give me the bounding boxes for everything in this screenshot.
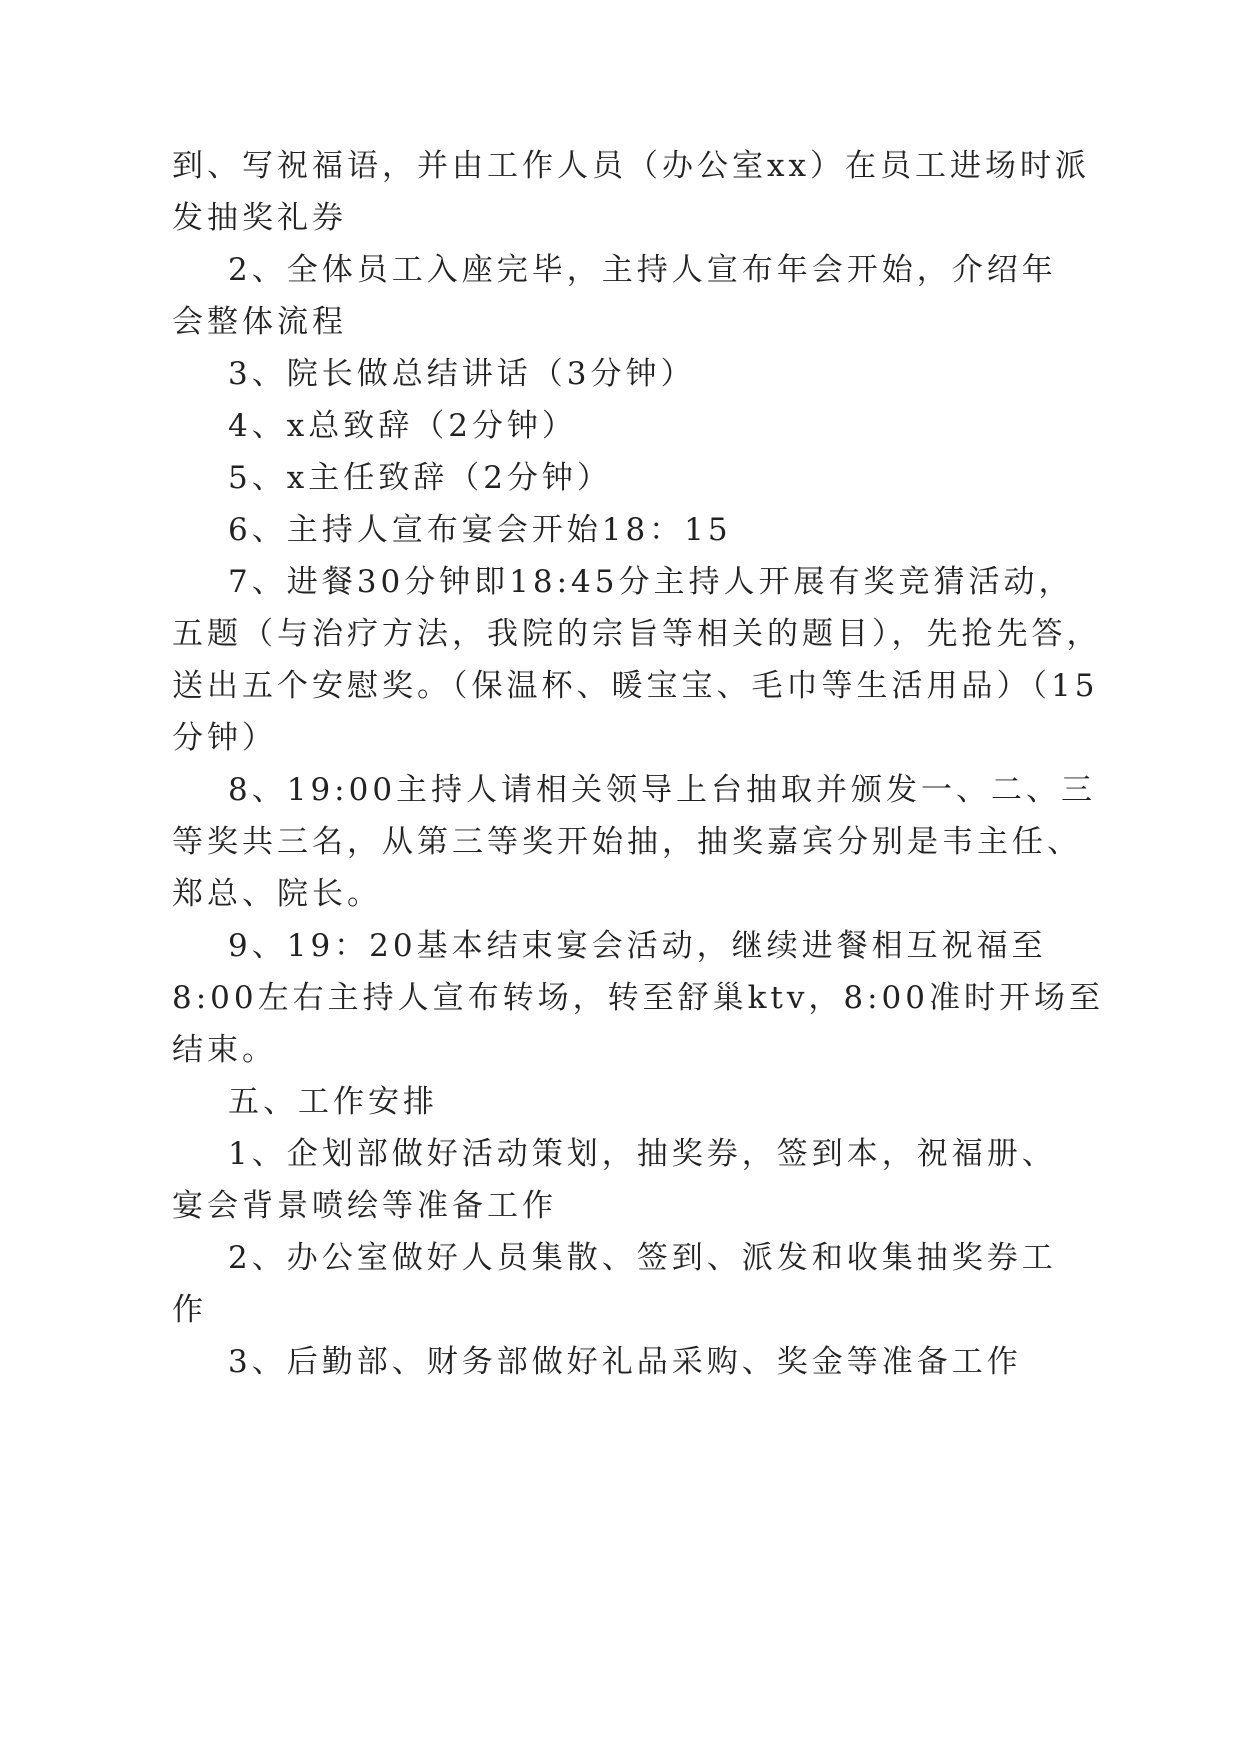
text-line: 9、19：20基本结束宴会活动，继续进餐相互祝福至: [228, 928, 1047, 964]
text-line: 发抽奖礼券: [172, 200, 347, 236]
text-line: 2、全体员工入座完毕，主持人宣布年会开始，介绍年: [228, 252, 1057, 288]
section-heading: 五、工作安排: [228, 1084, 438, 1120]
text-line: 8、19:00主持人请相关领导上台抽取并颁发一、二、三: [228, 772, 1097, 808]
text-line: 7、进餐30分钟即18:45分主持人开展有奖竞猜活动，: [228, 564, 1074, 600]
text-line: 作: [172, 1292, 207, 1328]
text-line: 8:00左右主持人宣布转场，转至舒巢ktv，8:00准时开场至: [172, 980, 1104, 1016]
text-line: 结束。: [172, 1032, 277, 1068]
text-line: 2、办公室做好人员集散、签到、派发和收集抽奖券工: [228, 1240, 1057, 1276]
text-line: 6、主持人宣布宴会开始18：15: [228, 512, 732, 548]
text-line: 郑总、院长。: [172, 876, 382, 912]
text-line: 宴会背景喷绘等准备工作: [172, 1188, 557, 1224]
text-line: 五题（与治疗方法，我院的宗旨等相关的题目），先抢先答，: [172, 616, 1102, 652]
text-line: 3、后勤部、财务部做好礼品采购、奖金等准备工作: [228, 1344, 1022, 1380]
text-line: 会整体流程: [172, 304, 347, 340]
text-line: 送出五个安慰奖。（保温杯、暖宝宝、毛巾等生活用品）（15: [172, 668, 1099, 704]
text-line: 分钟）: [172, 720, 277, 756]
text-line: 4、x总致辞（2分钟）: [228, 408, 577, 444]
text-line: 等奖共三名，从第三等奖开始抽，抽奖嘉宾分别是韦主任、: [172, 824, 1082, 860]
text-line: 5、x主任致辞（2分钟）: [228, 460, 612, 496]
text-line: 到、写祝福语，并由工作人员（办公室xx）在员工进场时派: [172, 148, 1090, 184]
text-line: 1、企划部做好活动策划，抽奖券，签到本，祝福册、: [228, 1136, 1057, 1172]
text-line: 3、院长做总结讲话（3分钟）: [228, 356, 696, 392]
